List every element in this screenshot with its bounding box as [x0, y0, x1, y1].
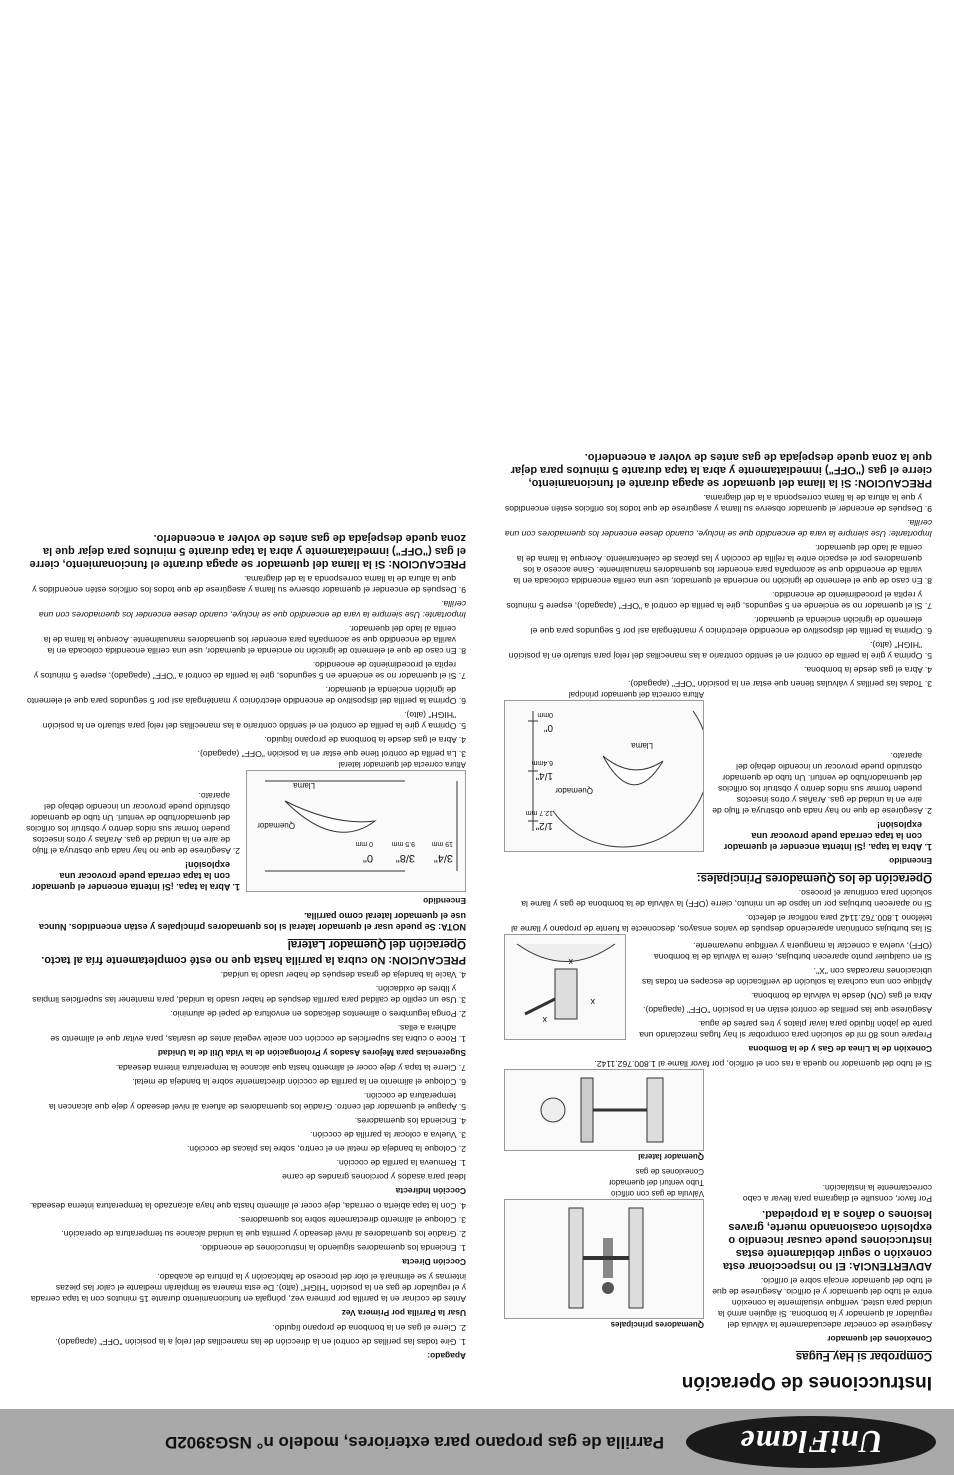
- fig-valve: Válvula de gas con orificio: [611, 1189, 704, 1198]
- svg-text:x: x: [568, 957, 573, 967]
- side-note: NOTA: Se puede usar el quemador lateral si los quemadores principales y están encendidos. Nunca use el quemador lateral como parrilla.: [39, 911, 466, 932]
- side-block: [26, 759, 466, 892]
- tank-valve-svg: [507, 937, 625, 1039]
- warning-tail: Por favor, consulte el diagrama para llevar a cabo correctamente la instalación.: [742, 1183, 932, 1204]
- right-column: [26, 528, 466, 1365]
- banner-title: Parrilla de gas propano para exteriores, modelo n° NSG3902D: [164, 1433, 664, 1452]
- ign-title: Operación de los Quemadores Principales:: [696, 872, 932, 884]
- fig-tube: Tubo venturi del quemador: [608, 1178, 704, 1187]
- indirect-step-5: 5. Apague el quemador del centro. Gradúe los quemadores de afuera al nivel deseado y deje que alcancen la temperatura de cocción.: [48, 1091, 466, 1112]
- ign-step-5: 5. Oprima y gire la perilla de control en el sentido contrario a las manecillas del reloj para situarlo en la posición "HIGH" (alto).: [508, 640, 932, 661]
- fig-conn: Conexiones de gas: [635, 1167, 704, 1176]
- burner-conn-title: Conexiones del quemador: [827, 1334, 932, 1344]
- s-38: 3/8": [395, 852, 415, 864]
- side-caution: PRECAUCION: Si la llama del quemador se apaga durante el funcionamiento, cierre el gas ("OFF") inmediatamente y abra la tapa durante 5 minutos para dejar que la zona quede despejada de gas antes de volver a encenderlo.: [29, 532, 466, 570]
- main-burner-svg: [505, 1202, 703, 1318]
- flame-quemador-label: Quemador: [555, 786, 593, 795]
- off-title: Apagado:: [427, 1351, 466, 1361]
- s-llama: Llama: [293, 781, 315, 790]
- gasline-text1: Prepare unos 80 ml de solución para comprobar si hay fugas mezclando una parte de jabón líquido para lavar platos y tres partes de agua.: [639, 1019, 932, 1040]
- tip-1: 1. Roce o cubra las superficies de cocción con aceite vegetal antes de usarlas, para evitar que el alimento se adhiera a ellas.: [50, 1023, 466, 1044]
- svg-text:x: x: [590, 997, 595, 1007]
- ign-step-8: 8. En caso de que el elemento de ignición no encienda el quemador, use una cerilla encendida colocada en la varilla de encendido que se acompaña para encender los quemadores manualmente. Gane acceso a los quemadores por el espacio entre la rejilla de cocción y las placas de calentamiento. Acerque la llama de la cerilla al lado del quemador.: [513, 543, 932, 586]
- indirect-text: Ideal para asados y porciones grandes de carne: [282, 1172, 466, 1182]
- gasline-text4: Aplique con una cuchara la solución de verificación de escapes en todas las ubicaciones marcadas con "X".: [642, 966, 932, 987]
- side-important: Importante: Use siempre la vara de encendido que se incluye, cuando desee encender los quemadores con una cerilla.: [38, 599, 466, 620]
- fig1-label: Quemadores principales: [610, 1320, 704, 1329]
- side-step-2: 2. Asegúrese de que no hay nada que obstruya el flujo de aire en la unidad de gas. Arañas y otros insectos pueden formar sus nidos dentro y obstruir los orificios del quemador/tubo de venturi. Un tubo de quemador obstruido puede provocar un incendio debajo del aparato.: [26, 791, 240, 856]
- ign-step-2: 2. Asegúrese de que no hay nada que obstruya el flujo de aire en la unidad de gas. Arañas y otros insectos pueden formar sus nidos dentro y obstruir los orificios del quemador/tubo de venturi. Un tubo de quemador obstruido puede provocar un incendio debajo del aparato.: [712, 751, 932, 816]
- tips-caution: PRECAUCION: No cubra la parrilla hasta que no esté completamente fría al tacto.: [41, 954, 466, 966]
- gasline-text6: Si las burbujas continúan apareciendo después de varios ensayos, desconecte la fuente de propano y llame al teléfono 1.800.762.1142 para notificar el defecto.: [511, 913, 932, 934]
- side-step-1: 1. Abra la tapa. ¡Si intenta encender el quemador con la tapa cerrada puede provocar una explosión!: [31, 860, 240, 892]
- side-title: Operación del Quemador Lateral: [287, 938, 466, 950]
- s-0-mm: 0 mm: [355, 840, 373, 847]
- tank-valve-diagram: [504, 934, 626, 1040]
- side-burner-diagram: [504, 1069, 704, 1151]
- gasline-text2: Asegúrese que las perillas de control están en la posición "OFF" (apagado).: [643, 1005, 932, 1015]
- direct-step-3: 3. Coloque el alimento directamente sobre los quemadores.: [238, 1215, 466, 1225]
- h-half-mm: 12.7 mm: [525, 809, 553, 816]
- flame-llama-label: Llama: [631, 741, 653, 750]
- flame-figure: [504, 689, 704, 852]
- indirect-step-2: 2. Coloque la bandeja de metal en el centro, sobre las placas de cocción.: [187, 1144, 466, 1154]
- gasline-text5: Si en cualquier punto aparecen burbujas, cierre la válvula de la bombona (OFF), vuelva a conectar la manguera y verifique nuevamente.: [653, 941, 932, 962]
- first-use-title: Usar la Parrilla por Primera Vez: [341, 1308, 466, 1318]
- indirect-step-6: 6. Coloque el alimento en la parrilla de cocción directamente sobre la bandeja de metal.: [132, 1077, 466, 1087]
- side-step-3: 3. La perilla de control tiene que estar en la posición "OFF" (apagado).: [197, 749, 466, 759]
- burner-conn-text-col: [710, 1069, 932, 1330]
- header-banner: [0, 1409, 954, 1475]
- indirect-step-3: 3. Vuelva a colocar la parrilla de cocción.: [310, 1130, 466, 1140]
- side-caption: Altura correcta del quemador lateral: [338, 760, 466, 769]
- side-flame-diagram: [246, 770, 466, 892]
- indirect-step-7: 7. Cierre la tapa y deje cocer el alimento hasta que alcance la temperatura interna deseada.: [115, 1063, 466, 1073]
- indirect-title: Cocción Indirecta: [395, 1186, 466, 1196]
- tip-4: 4. Vacíe la bandeja de grasa después de haber usado la unidad.: [220, 970, 466, 980]
- side-burner-svg: [505, 1072, 703, 1150]
- leak-title: Comprobar si Hay Fugas: [795, 1350, 932, 1362]
- s-38-mm: 9.5 mm: [391, 840, 415, 847]
- uniflame-logo: UniFlame: [686, 1416, 936, 1468]
- gasline-block: [504, 934, 932, 1040]
- s-34-mm: 19 mm: [431, 840, 453, 847]
- side-sub: Encendido: [423, 896, 466, 906]
- burner-conn-block: [504, 1069, 932, 1330]
- ign-text-col: [710, 689, 932, 852]
- svg-text:x: x: [542, 1015, 547, 1025]
- s-quemador: Quemador: [257, 821, 295, 830]
- ign-step-1: 1. Abra la tapa. ¡Si intenta encender el quemador con la tapa cerrada puede provocar una explosión!: [723, 820, 932, 852]
- ign-step-4: 4. Abra el gas desde la bombona.: [803, 665, 932, 675]
- side-step-5: 5. Oprima y gire la perilla de control en el sentido contrario a las manecillas del reloj para situarlo en la posición "HIGH" (alto).: [42, 710, 466, 731]
- side-flame-figure: [246, 759, 466, 892]
- side-step-6: 6. Oprima la perilla del dispositivo de encendido electrónico y manténgala así por 5 segundos para que el elemento de ignición encienda el quemador.: [26, 685, 466, 706]
- side-step-9: 9. Después de encender el quemador observe su llama y asegúrese de que todos los orificios estén encendidos y que la altura de la llama corresponda a la del diagrama.: [32, 574, 466, 595]
- tip-3: 3. Use un cepillo de calidad para parrilla después de haber usado la unidad, para mantener las superficies limpias y libres de oxidación.: [32, 984, 466, 1005]
- h-quarter-mm: 6.4mm: [531, 759, 553, 766]
- tips-title: Sugerencias para Mejores Asados y Prolongación de la Vida Útil de la Unidad: [157, 1048, 466, 1058]
- side-flame-svg: [247, 773, 465, 891]
- gasline-text-col: [632, 934, 932, 1040]
- gasline-text7: Si no aparecen burbujas por un lapso de un minuto, cierre (OFF) la válvula de la bombona de gas y llame la solución para continuar el proceso.: [521, 888, 932, 909]
- gasline-text3: Abra el gas (ON) desde la válvula de bombona.: [750, 991, 932, 1001]
- first-use-text: Antes de cocinar en la parrilla por primera vez, póngala en funcionamiento durante 15 minutos con la tapa cerrada y el regulador de gas en la posición "HIGH" (alto). De esta manera se limpiarán mediante el calor las piezas internas y se eliminará el olor del proceso de fabricación y la pintura de acabado.: [30, 1272, 466, 1304]
- h-zero-mm: 0mm: [537, 711, 553, 718]
- burner-conn-text: Asegúrese de conectar adecuadamente la válvula del regulador al quemador y la bombona. Si alguien armó la unidad para usted, verifique visualmente la conexión entre el tubo del quemador y el orificio. Asegúrese de que el tubo del quemador encaja sobre el orificio.: [712, 1276, 932, 1330]
- burner-figures: [504, 1069, 704, 1330]
- fig2-label: Quemador lateral: [638, 1152, 704, 1161]
- ign-step-7: 7. Si el quemador no se enciende en 5 segundos, gire la perilla de control a "OFF" (apagado), espere 5 minutos y repita el procedimiento de encendido.: [506, 590, 932, 611]
- s-0: 0": [362, 852, 373, 864]
- tip-2: 2. Ponga legumbres o alimentos delicados en envoltura de papel de aluminio.: [170, 1009, 466, 1019]
- direct-step-2: 2. Gradúe los quemadores al nivel deseado y permita que la unidad alcance su temperatura de operación.: [61, 1229, 466, 1239]
- warning-text: ADVERTENCIA: El no inspeccionar esta conexión o seguir debidamente estas instrucciones puede causar incendio o explosión ocasionando muerte, graves lesiones o daños a la propiedad.: [722, 1208, 932, 1272]
- off-step-2: 2. Cierre el gas en la bombona de propano líquido.: [272, 1323, 466, 1333]
- ign-important: Importante: Use siempre la vara de encendido que se incluye, cuando desee encender los quemadores con una cerilla.: [504, 518, 932, 539]
- flame-diagram: [504, 700, 704, 852]
- left-column: [504, 447, 932, 1365]
- h-zero: 0": [543, 722, 553, 733]
- h-half: 1/2": [535, 820, 553, 831]
- direct-title: Cocción Directa: [402, 1257, 466, 1267]
- ign-sub: Encendido: [889, 856, 932, 866]
- gasline-title: Conexión de la Línea de Gas y de la Bombona: [748, 1044, 932, 1054]
- main-title: Instrucciones de Operación: [681, 1372, 932, 1393]
- s-34: 3/4": [433, 852, 453, 864]
- ign-block: [504, 689, 932, 852]
- side-step-4: 4. Abra el gas desde la bombona de propano líquido.: [264, 735, 466, 745]
- ign-step-6: 6. Oprima la perilla del dispositivo de encendido electrónico y manténgala así por 5 segundos para que el elemento de ignición encienda el quemador.: [530, 615, 932, 636]
- off-step-1: 1. Gire todas las perillas de control en la dirección de las manecillas del reloj a la posición "OFF" (apagado).: [55, 1337, 466, 1347]
- h-quarter: 1/4": [535, 770, 553, 781]
- ign-step-3: 3. Todas las perillas y válvulas tienen que estar en la posición "OFF" (apagado).: [627, 679, 932, 689]
- ign-caution: PRECAUCION: Si la llama del quemador se apaga durante el funcionamiento, cierre el gas ("OFF") inmediatamente y abra la tapa durante 5 minutos para dejar que la zona quede despejada de gas antes de volver a encenderlo.: [510, 451, 932, 489]
- ign-step-9: 9. Después de encender el quemador observe su llama y asegúrese de que todos los orificios estén encendidos y que la altura de la llama corresponda a la del diagrama.: [504, 493, 932, 514]
- side-text-col: [26, 759, 240, 892]
- direct-step-1: 1. Encienda los quemadores siguiendo la instrucciones de encendido.: [199, 1243, 466, 1253]
- side-step-7: 7. Si el quemador no se enciende en 5 segundos, gire la perilla de control a "OFF" (apagado), espere 5 minutos y repita el procedimiento de encendido.: [33, 660, 466, 681]
- side-step-8: 8. En caso de que el elemento de ignición no encienda el quemador, use una cerilla encendida colocada en la varilla de encendido que se acompaña para encender los quemadores manualmente. Acerque la llama de la cerilla al lado del quemador.: [43, 624, 466, 656]
- direct-step-4: 4. Con la tapa abierta o cerrada, deje cocer el alimento hasta que haya alcanzado la temperatura interna deseada.: [29, 1201, 466, 1211]
- flame-caption: Altura correcta del quemador principal: [568, 690, 704, 699]
- tube-text: Si el tubo del quemador no queda a ras con el orificio, por favor llame al 1.800.762.1142.: [594, 1059, 932, 1069]
- main-burner-diagram: [504, 1199, 704, 1319]
- indirect-step-4: 4. Encienda los quemadores.: [354, 1116, 466, 1126]
- indirect-step-1: 1. Remueva la parrilla de cocción.: [336, 1158, 466, 1168]
